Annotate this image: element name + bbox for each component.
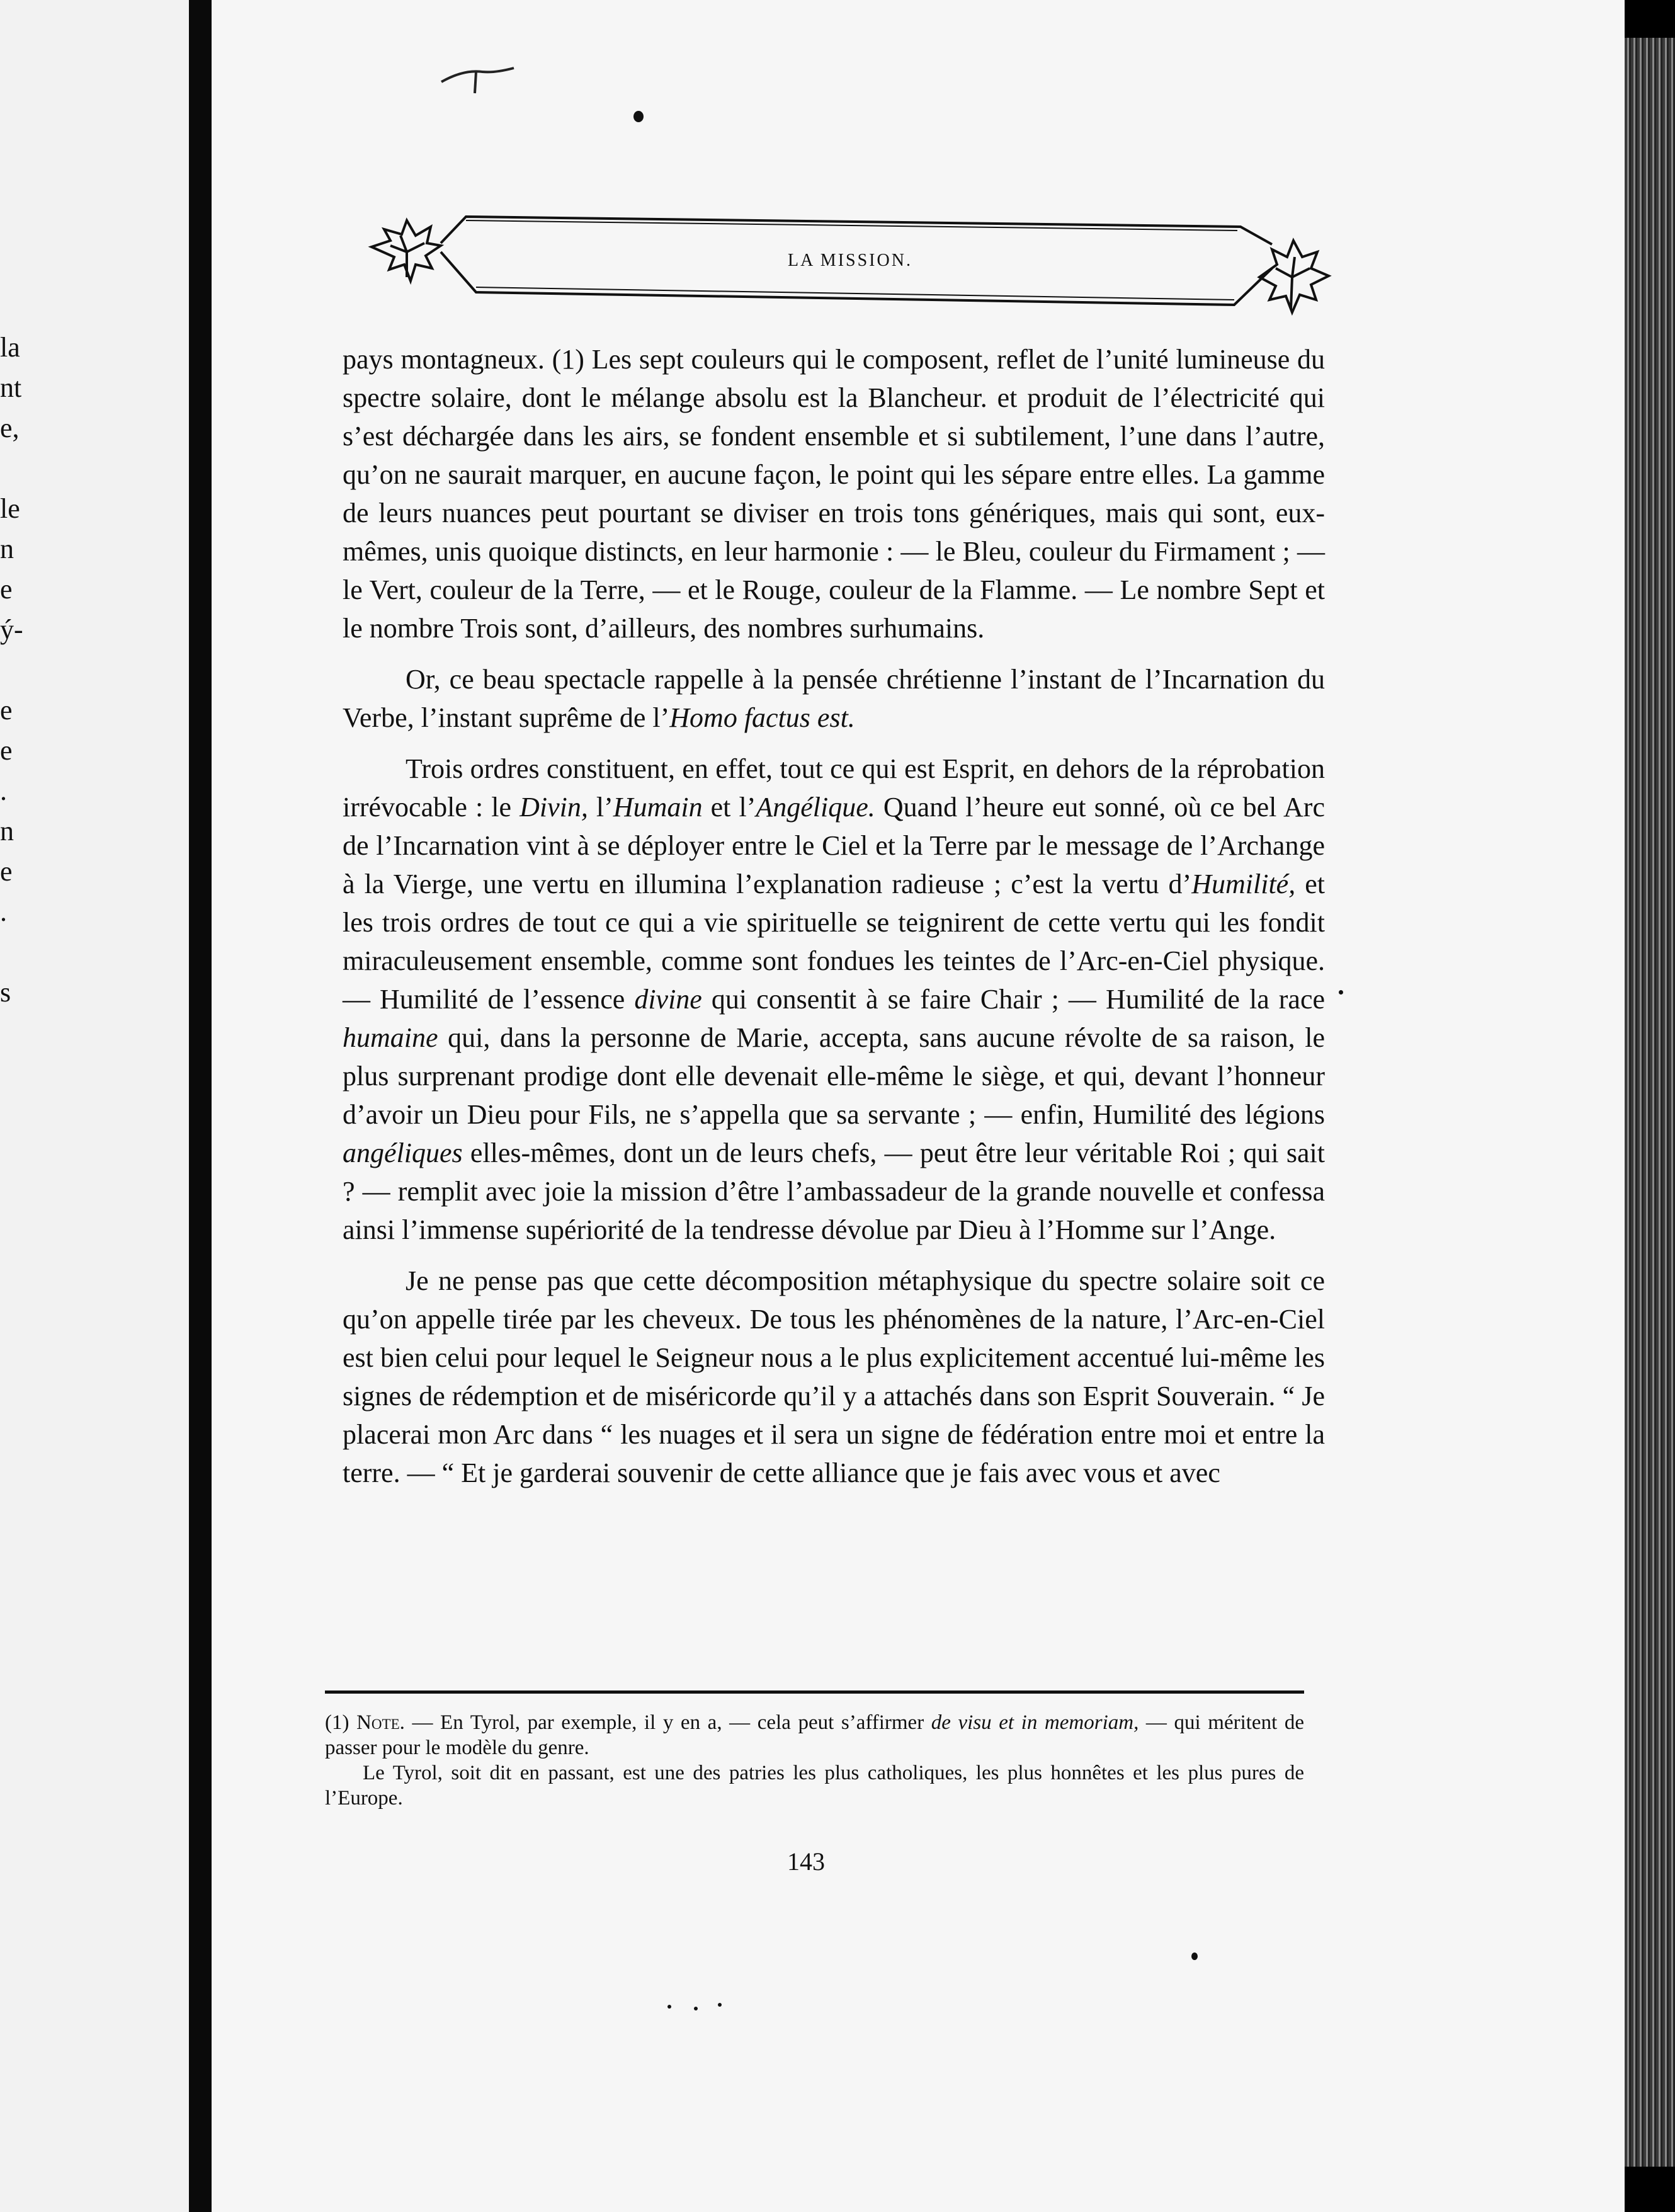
text-run: (1): [325, 1711, 357, 1734]
left-page-fragment: [0, 448, 38, 489]
left-page-fragment: e: [0, 574, 13, 605]
left-page-fragment: .: [0, 896, 7, 927]
text-run: Je ne pense pas que cette décomposition métaphysique du spectre solaire soit ce qu’on appelle tirée par les cheveux. De tous les phénomènes de la nature, l’Arc-en-Ciel est bien celui pour lequel le Seigneur nous a le plus explicitement accentué lui-même les signes de rédemption et de miséricorde qu’il y a attachés dans son Esprit Souverain. “ Je placerai mon Arc dans “ les nuages et il sera un signe de fédération entre moi et entre la terre. — “ Et je garderai souvenir de cette alliance que je fais avec vous et avec: [343, 1265, 1325, 1488]
left-page-fragment: nt: [0, 372, 22, 403]
italic-text-run: Divin,: [520, 792, 588, 823]
text-run: et les trois ordres de tout ce qui a vie spirituelle se teignirent de cette vertu qui les fondit miraculeusement ensemble, comme sont fondues les teintes de l’Arc-en-Ciel physique. — Humilité de l’essence: [343, 869, 1325, 1015]
left-page-fragment: .: [0, 775, 7, 806]
italic-text-run: Angélique.: [756, 792, 875, 823]
italic-text-run: angéliques: [343, 1137, 463, 1168]
page-stack-edge: [1625, 38, 1675, 2167]
ink-speck: [1339, 990, 1343, 995]
ink-speck: [633, 111, 644, 122]
italic-text-run: de visu et in memoriam,: [931, 1711, 1139, 1734]
body-paragraph: [343, 750, 1325, 1249]
italic-text-run: humaine: [343, 1022, 438, 1053]
body-paragraph: [343, 660, 1325, 737]
left-page-text-fragments: [0, 328, 38, 1013]
left-page-fragment: [0, 650, 38, 690]
italic-text-run: Humain: [613, 792, 703, 823]
text-run: — qui méritent de passer pour le modèle du genre.: [325, 1711, 1304, 1759]
italic-text-run: Homo factus est.: [669, 702, 855, 733]
footnote-paragraph: [325, 1760, 1304, 1811]
text-run: Trois ordres constituent, en effet, tout ce qui est Esprit, en dehors de la réprobation irrévocable : le: [343, 753, 1325, 823]
book-gutter: [189, 0, 212, 2212]
left-facing-page: [0, 0, 189, 2212]
footnotes: [325, 1710, 1304, 1811]
text-run: Or, ce beau spectacle rappelle à la pensée chrétienne l’instant de l’Incarnation du Verbe, l’instant suprême de l’: [343, 664, 1325, 733]
left-page-fragment: e: [0, 695, 13, 726]
left-page-fragment: le: [0, 493, 20, 524]
ink-speck: [667, 2005, 671, 2009]
smallcaps-text-run: Note.: [356, 1711, 405, 1734]
left-page-fragment: la: [0, 332, 20, 363]
text-run: qui consentit à se faire Chair ; — Humilité de la race: [701, 984, 1325, 1015]
left-page-fragment: ý-: [0, 614, 23, 645]
ink-speck: [1191, 1953, 1198, 1960]
body-paragraph: [343, 1262, 1325, 1492]
text-run: Le Tyrol, soit dit en passant, est une des patries les plus catholiques, les plus honnêtes et les plus pures de l’Europe.: [325, 1762, 1304, 1810]
footnote-paragraph: [325, 1710, 1304, 1760]
ink-speck: [694, 2007, 698, 2010]
left-page-fragment: e: [0, 735, 13, 766]
footnote-rule: [325, 1690, 1304, 1694]
body-paragraph: [343, 340, 1325, 647]
body-text: [343, 340, 1325, 1492]
left-page-fragment: e,: [0, 413, 20, 443]
page-number: 143: [787, 1847, 825, 1876]
stray-print-mark: [438, 63, 520, 94]
left-page-fragment: [0, 932, 38, 972]
text-run: pays montagneux. (1) Les sept couleurs qui le composent, reflet de l’unité lumineuse du spectre solaire, dont le mélange absolu est la Blancheur. et produit de l’électricité qui s’est déchargée dans les airs, se fondent ensemble et si subtilement, l’une dans l’autre, qu’on ne saurait marquer, en aucune façon, le point qui les sépare entre elles. La gamme de leurs nuances peut pourtant se diviser en trois tons génériques, mais qui sont, eux-mêmes, unis quoique distincts, en leur harmonie : — le Bleu, couleur du Firmament ; — le Vert, couleur de la Terre, — et le Rouge, couleur de la Flamme. — Le nombre Sept et le nombre Trois sont, d’ailleurs, des nombres surhumains.: [343, 344, 1325, 644]
italic-text-run: Humilité,: [1191, 869, 1296, 899]
left-page-fragment: n: [0, 816, 14, 847]
text-run: qui, dans la personne de Marie, accepta, sans aucune révolte de sa raison, le plus surprenant prodige dont elle devenait elle-même le siège, et qui, devant l’honneur d’avoir un Dieu pour Fils, ne s’appella que sa servante ; — enfin, Humilité des légions: [343, 1022, 1325, 1130]
text-run: — En Tyrol, par exemple, il y en a, — cela peut s’affirmer: [404, 1711, 931, 1734]
text-run: Quand l’heure eut sonné, où ce bel Arc de l’Incarnation vint à se déployer entre le Ciel et la Terre par le message de l’Archange à la Vierge, une vertu en illumina l’explanation radieuse ; c’est la vertu d’: [343, 792, 1325, 899]
text-run: l’: [588, 792, 613, 823]
italic-text-run: divine: [634, 984, 702, 1015]
left-page-fragment: e: [0, 856, 13, 887]
running-head: LA MISSION.: [788, 251, 912, 270]
text-run: elles-mêmes, dont un de leurs chefs, — peut être leur véritable Roi ; qui sait ? — remplit avec joie la mission d’être l’ambassadeur de la grande nouvelle et confessa ainsi l’immense supériorité de la tendresse dévolue par Dieu à l’Homme sur l’Ange.: [343, 1137, 1325, 1245]
left-page-fragment: s: [0, 977, 11, 1008]
left-page-fragment: n: [0, 533, 14, 564]
text-run: et l’: [702, 792, 756, 823]
ink-speck: [718, 2003, 722, 2007]
